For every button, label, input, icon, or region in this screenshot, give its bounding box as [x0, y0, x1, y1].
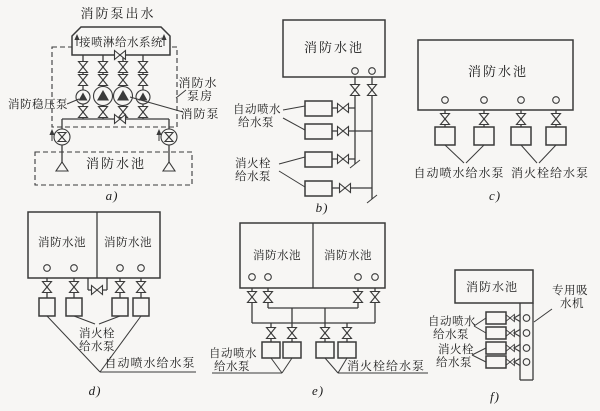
valve-icon — [441, 114, 450, 125]
diagram-a — [8, 6, 220, 203]
valve-icon — [99, 62, 108, 73]
leader-line — [472, 348, 486, 355]
outlet-icon — [369, 68, 376, 75]
hydrant-pump-box — [305, 181, 332, 196]
sprinkler-system-label: 接喷淋给水系统 — [79, 37, 163, 49]
suction-device-label-line1: 专用吸 — [552, 285, 588, 297]
diagram-d — [28, 212, 196, 398]
valve-icon — [338, 155, 349, 164]
outlet-icon — [355, 274, 362, 281]
foot-valve-icon — [56, 162, 68, 171]
leader-line — [271, 358, 282, 373]
hydrant-pump-label-line1: 消火栓 — [438, 344, 474, 356]
sprinkler-pump-box — [486, 327, 506, 339]
outlet-icon — [372, 274, 379, 281]
hydrant-pump-label-line2: 给水泵 — [79, 341, 115, 353]
caption-c: c) — [488, 188, 502, 203]
sprinkler-pump-box — [474, 127, 494, 145]
sprinkler-pump-box — [305, 124, 332, 139]
hydrant-pump-box — [546, 127, 566, 145]
pool-label: 消防水池 — [467, 64, 529, 79]
sprinkler-pump-label-line1: 自动喷水 — [428, 316, 476, 328]
sprinkler-pump-box — [262, 342, 280, 358]
valve-icon — [116, 282, 125, 293]
valve-icon — [79, 75, 88, 86]
sprinkler-pump-label-line2: 给水泵 — [214, 361, 250, 373]
valve-icon — [137, 282, 146, 293]
hydrant-pump-box — [112, 298, 128, 316]
pump-room-label-line1: 消防水 — [178, 76, 218, 90]
leader-line — [338, 358, 347, 373]
valve-icon — [338, 127, 349, 136]
leader-line — [325, 358, 338, 373]
leader-line — [534, 309, 552, 322]
outlet-icon — [138, 265, 145, 272]
valve-icon — [43, 282, 52, 293]
fire-pump-icon — [94, 87, 113, 106]
leader-line — [283, 118, 305, 130]
outlet-icon — [265, 274, 272, 281]
pool-label: 消防水池 — [303, 40, 365, 55]
gate-valve-icon — [54, 129, 70, 145]
caption-f: f) — [490, 389, 500, 404]
outlet-icon — [71, 265, 78, 272]
leader-line — [283, 106, 305, 110]
valve-icon — [288, 328, 297, 339]
outlet-icon — [352, 68, 359, 75]
hydrant-pump-label-line1: 消火栓 — [79, 328, 115, 340]
valve-icon — [139, 62, 148, 73]
diagram-b — [233, 20, 385, 215]
fire-pump-label: 消防泵 — [180, 107, 220, 121]
hydrant-pump-box — [486, 356, 506, 368]
outlet-icon — [481, 97, 488, 104]
outlet-icon — [249, 274, 256, 281]
valve-icon — [480, 114, 489, 125]
hydrant-pump-label-line1: 消火栓 — [235, 158, 271, 170]
valve-icon — [92, 286, 103, 295]
sprinkler-pump-box — [39, 298, 55, 316]
caption-a: a) — [105, 188, 119, 203]
sprinkler-pump-box — [486, 312, 506, 324]
leader-line — [282, 358, 292, 373]
leader-line — [74, 316, 95, 324]
gate-valve-icon — [161, 129, 177, 145]
valve-icon — [119, 75, 128, 86]
valve-icon — [119, 62, 128, 73]
leader-line — [279, 171, 305, 187]
pool-left-label: 消防水池 — [38, 237, 86, 249]
valve-icon — [139, 75, 148, 86]
hydrant-pump-box — [511, 127, 531, 145]
pool-right-label: 消防水池 — [324, 250, 372, 262]
leader-line — [521, 145, 537, 163]
valve-icon — [99, 107, 108, 118]
foot-valve-icon — [163, 162, 175, 171]
sprinkler-pump-label-line2: 给水泵 — [433, 329, 469, 341]
valve-icon — [248, 292, 257, 303]
valve-icon — [99, 75, 108, 86]
pump-outlet-label: 消防泵出水 — [80, 6, 156, 21]
caption-e: e) — [311, 383, 325, 398]
caption-b: b) — [315, 200, 329, 215]
hydrant-pump-box — [305, 152, 332, 167]
leader-line — [445, 145, 464, 163]
diagram-c — [413, 40, 589, 203]
valve-icon — [79, 62, 88, 73]
valve-icon — [343, 328, 352, 339]
sprinkler-pump-box — [283, 342, 301, 358]
valve-icon — [321, 328, 330, 339]
hydrant-pump-box — [486, 342, 506, 354]
sprinkler-pump-label-line1: 自动喷水 — [209, 348, 257, 360]
pool-label: 消防水池 — [85, 156, 147, 171]
caption-d: d) — [88, 383, 102, 398]
stabilizer-pump-label: 消防稳压泵 — [8, 99, 68, 111]
valve-icon — [79, 107, 88, 118]
valve-icon — [351, 85, 360, 96]
leader-line — [99, 316, 120, 324]
sprinkler-pump-box — [305, 101, 332, 116]
sprinkler-pump-label: 自动喷水给水泵 — [413, 166, 505, 180]
outlet-icon — [117, 265, 124, 272]
valve-icon — [371, 292, 380, 303]
fire-pump-icon — [114, 87, 133, 106]
sprinkler-pump-box — [435, 127, 455, 145]
pool-label: 消防水池 — [465, 280, 519, 294]
valve-icon — [70, 282, 79, 293]
valve-icon — [368, 85, 377, 96]
hydrant-pump-label: 消火栓给水泵 — [510, 166, 590, 180]
leader-line — [466, 145, 484, 163]
hydrant-pump-box — [338, 342, 356, 358]
valve-icon — [552, 114, 561, 125]
hydrant-pump-label: 消火栓给水泵 — [346, 359, 426, 373]
valve-icon — [338, 104, 349, 113]
hydrant-pump-label-line2: 给水泵 — [235, 171, 271, 183]
sprinkler-pump-box — [133, 298, 149, 316]
diagram-f — [428, 270, 588, 404]
diagram-a-piping — [62, 55, 169, 163]
valve-icon — [354, 292, 363, 303]
outlet-icon — [44, 265, 51, 272]
sprinkler-pump-label: 自动喷水给水泵 — [104, 356, 196, 370]
sprinkler-pump-label-line2: 给水泵 — [238, 117, 274, 129]
pool-left-label: 消防水池 — [253, 250, 301, 262]
valve-icon — [267, 328, 276, 339]
valve-icon — [264, 292, 273, 303]
sprinkler-pump-label-line1: 自动喷水 — [233, 104, 281, 116]
pump-room-label-line2: 泵房 — [186, 89, 214, 103]
diagram-e — [209, 223, 428, 398]
valve-icon — [340, 184, 351, 193]
suction-device-label-line2: 水机 — [560, 298, 584, 310]
valve-icon — [139, 107, 148, 118]
stabilizer-pump-icon — [76, 90, 90, 104]
pool-right-label: 消防水池 — [104, 237, 152, 249]
leader-line — [539, 145, 556, 163]
hydrant-pump-box — [316, 342, 334, 358]
leader-line — [279, 157, 305, 164]
suction-connections — [506, 314, 530, 365]
outlet-icon — [442, 97, 449, 104]
hydrant-pump-box — [66, 298, 82, 316]
valve-icon — [517, 114, 526, 125]
leader-line — [472, 355, 486, 362]
outlet-icon — [553, 97, 560, 104]
leader-line — [130, 97, 183, 112]
outlet-icon — [518, 97, 525, 104]
hydrant-pump-label-line2: 给水泵 — [436, 357, 472, 369]
